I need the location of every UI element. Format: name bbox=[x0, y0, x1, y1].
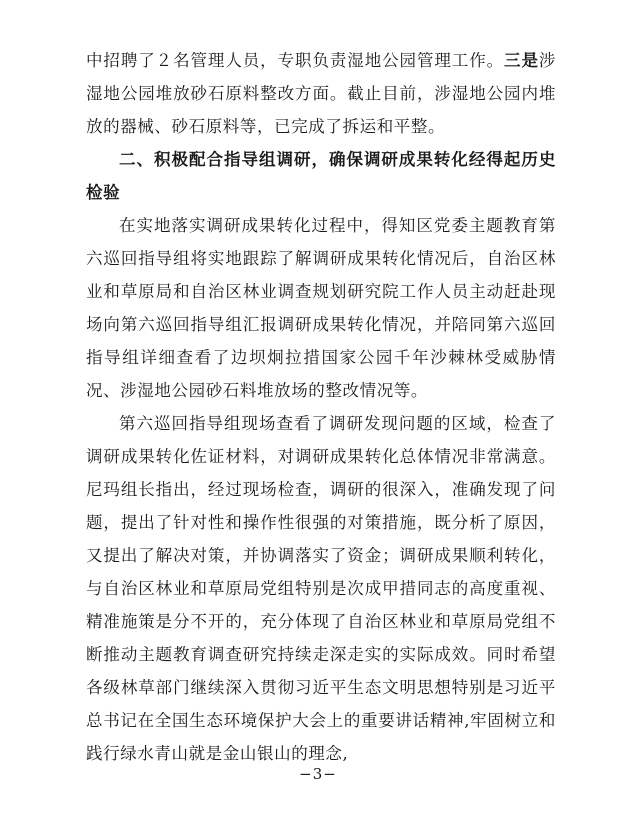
document-body bbox=[86, 44, 556, 770]
page-number: −3− bbox=[299, 765, 337, 783]
paragraph: 在实地落实调研成果转化过程中，得知区党委主题教育第六巡回指导组将实地跟踪了解调研成果转化情况后，自治区林业和草原局和自治区林业调查规划研究院工作人员主动赶赴现场向第六巡回指导组汇报调研成果转化情况，并陪同第六巡回指导组详细查看了边坝炯拉措国家公园千年沙棘林受威胁情况、涉湿地公园砂石料堆放场的整改情况等。 bbox=[86, 216, 556, 400]
paragraph-text: 中招聘了２名管理人员，专职负责湿地公园管理工作。 bbox=[86, 51, 505, 70]
section-heading: 二、积极配合指导组调研，确保调研成果转化经得起历史检验 bbox=[86, 150, 556, 202]
paragraph-continuation bbox=[86, 44, 556, 143]
bold-marker: 三是 bbox=[504, 51, 539, 70]
paragraph: 第六巡回指导组现场查看了调研发现问题的区域，检查了调研成果转化佐证材料，对调研成果转化总体情况非常满意。尼玛组长指出，经过现场检查，调研的很深入，准确发现了问题，提出了针对性和操作性很强的对策措施，既分析了原因，又提出了解决对策，并协调落实了资金；调研成果顺利转化，与自治区林业和草原局党组特别是次成甲措同志的高度重视、精准施策是分不开的，充分体现了自治区林业和草原局党组不断推动主题教育调查研究持续走深走实的实际成效。同时希望各级林草部门继续深入贯彻习近平生态文明思想特别是习近平总书记在全国生态环境保护大会上的重要讲话精神,牢固树立和践行绿水青山就是金山银山的理念, bbox=[86, 414, 556, 763]
paragraph-text: 涉湿地公园堆放砂石原料整改方面。截止目前，涉湿地公园内堆放的器械、砂石原料等，已完成了拆运和平整。 bbox=[86, 51, 556, 136]
